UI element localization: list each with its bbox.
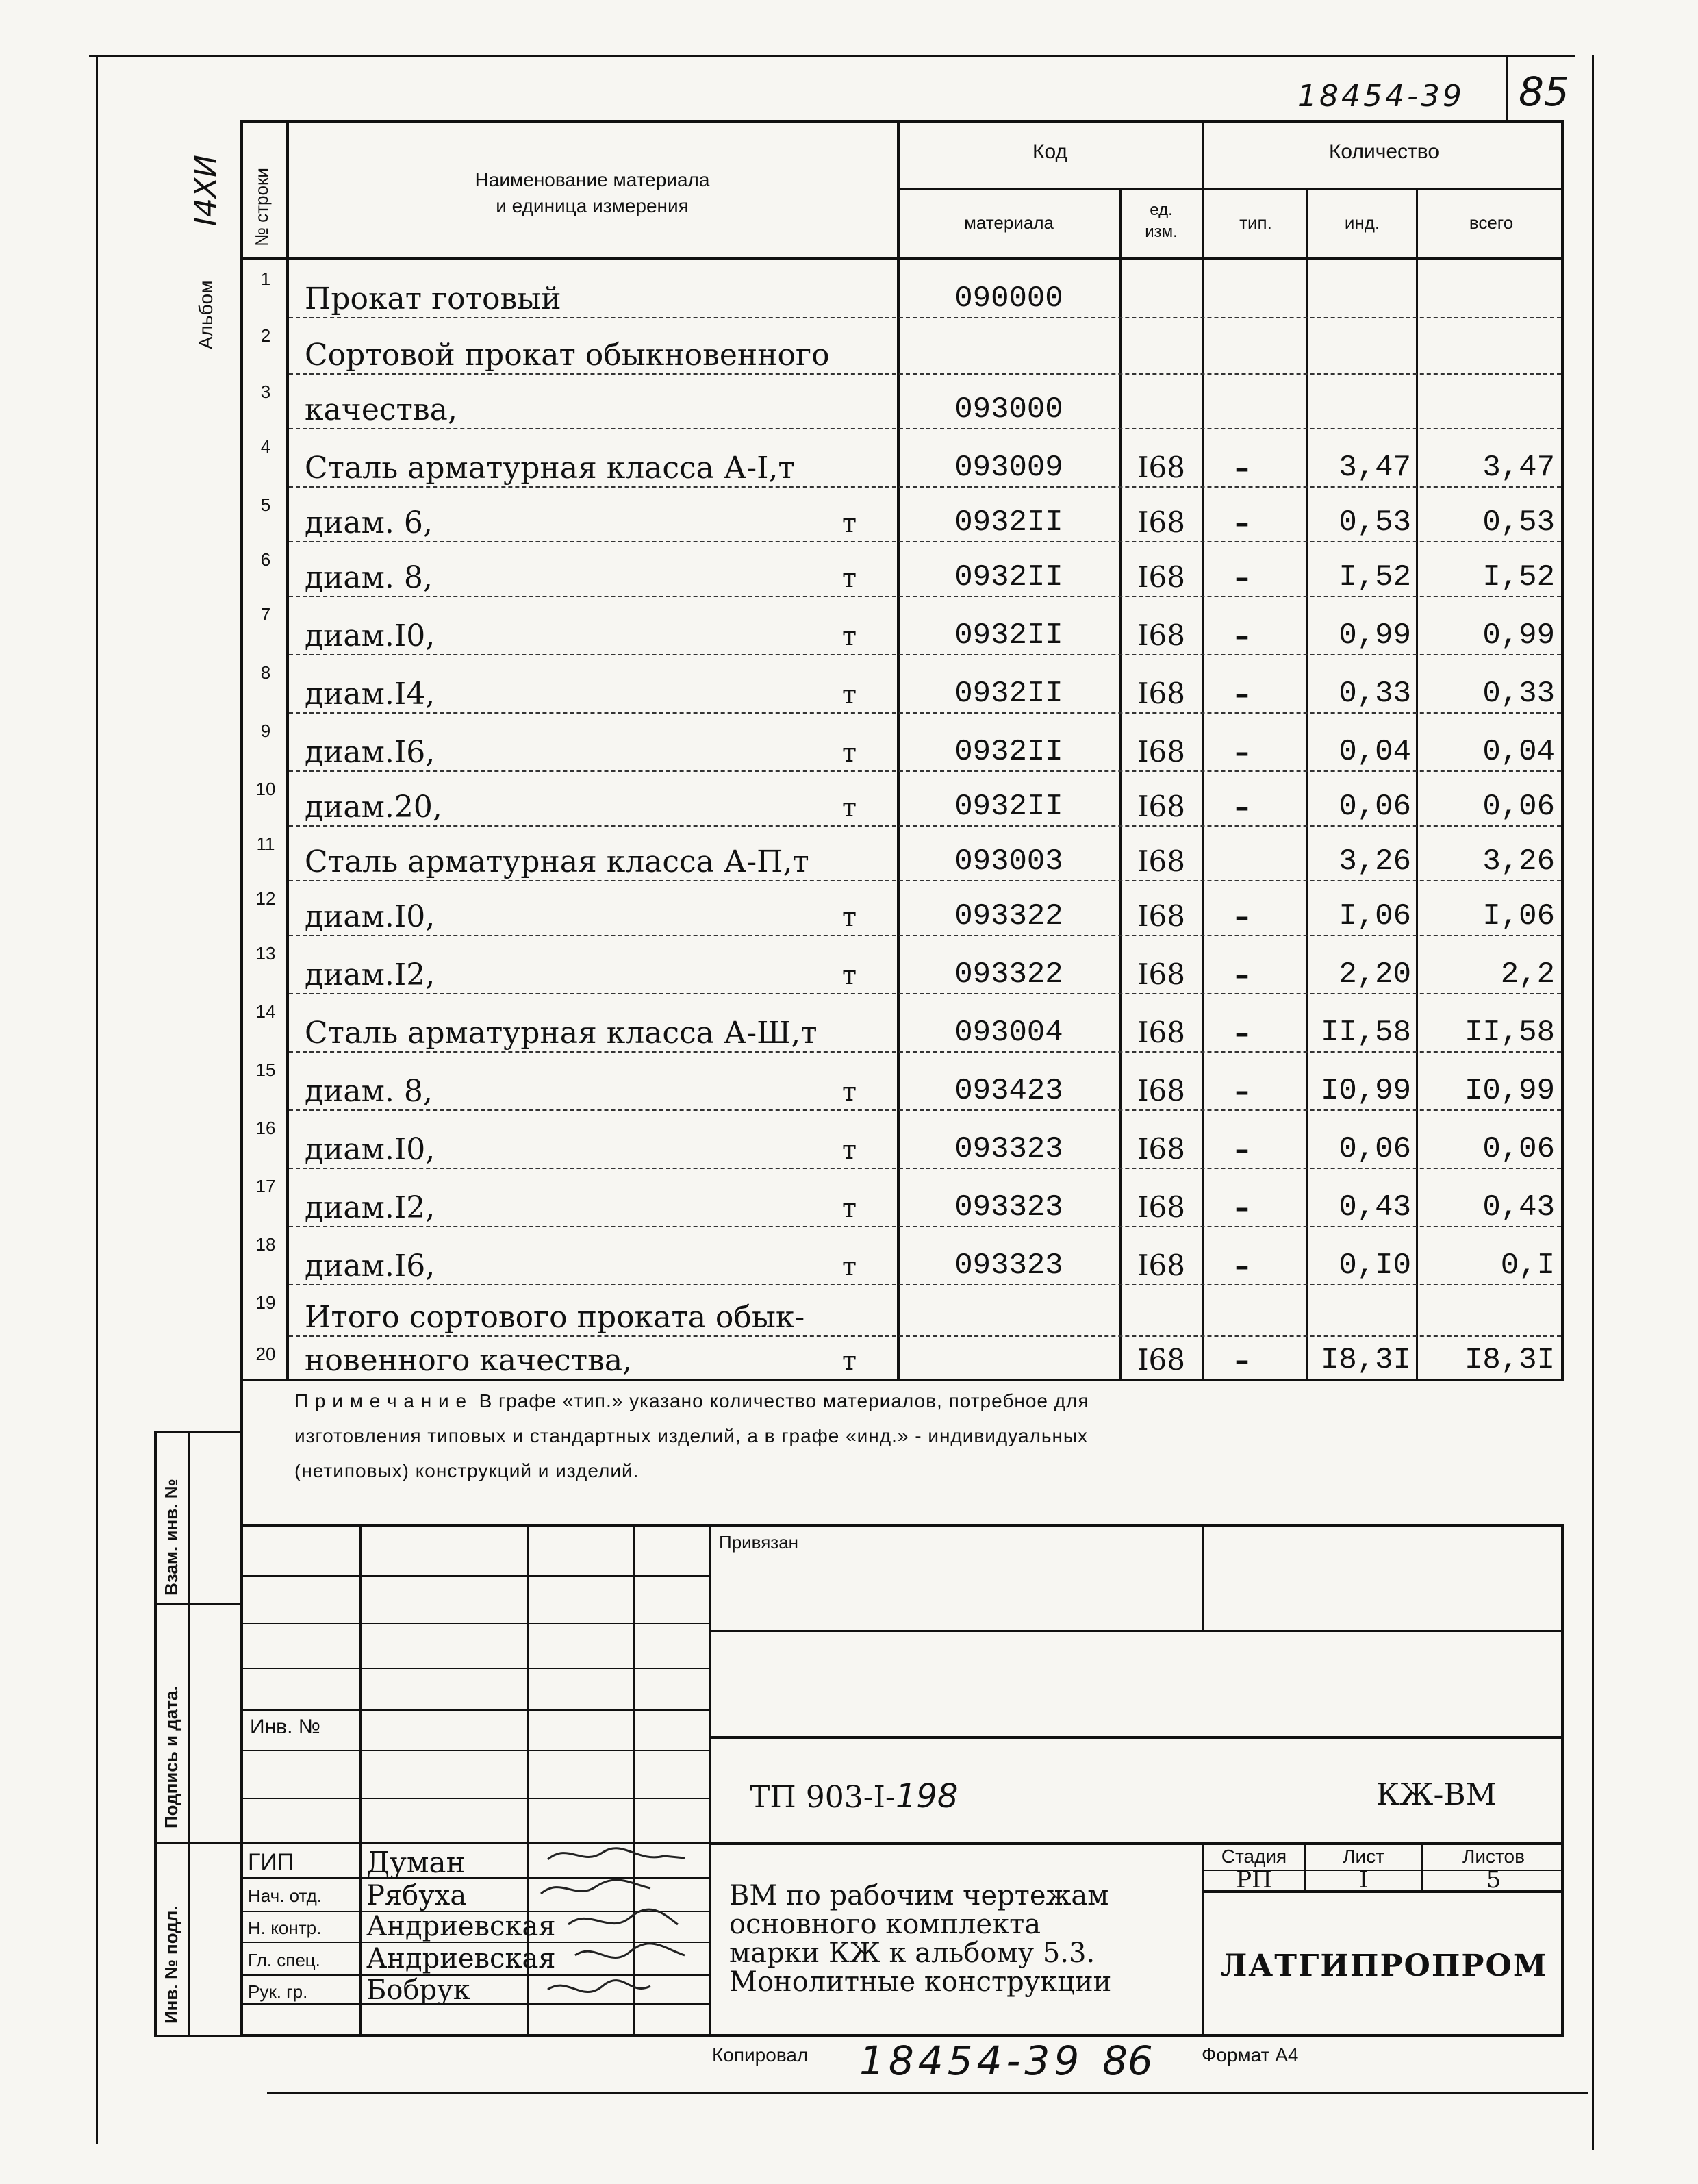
row-number: 6 [260, 549, 271, 570]
row-ed: I68 [1137, 790, 1186, 823]
row-total: 0,06 [1482, 1132, 1555, 1166]
row-separator [289, 373, 1561, 375]
row-unit: т [842, 1251, 857, 1281]
row-name: качества, [305, 392, 457, 427]
title-line-3: марки КЖ к альбому 5.3. [729, 1937, 1095, 1969]
row-number: 14 [255, 1001, 276, 1022]
row-number: 11 [256, 833, 275, 854]
name-n-kontr: Андриевская [366, 1911, 556, 1942]
doc-code [750, 1777, 958, 1816]
privyazan-label: Привязан [719, 1532, 799, 1553]
row-number: 5 [260, 494, 271, 515]
row-total: 3,26 [1482, 844, 1555, 879]
row-code: 0932II [954, 677, 1063, 711]
header-total: всего [1469, 212, 1514, 233]
row-total: 0,43 [1482, 1190, 1555, 1225]
row-total: 0,99 [1482, 618, 1555, 653]
row-code: 093004 [954, 1016, 1063, 1050]
row-ed: I68 [1137, 505, 1186, 539]
row-name: новенного качества, [305, 1343, 633, 1378]
row-unit: т [842, 792, 857, 823]
name-gl-spec: Андриевская [366, 1943, 556, 1974]
role-gl-spec: Гл. спец. [248, 1950, 320, 1970]
header-row-no: № строки [251, 168, 272, 247]
row-name: диам. 6, [305, 505, 433, 540]
row-ind: 0,43 [1339, 1190, 1411, 1225]
header-ind: инд. [1344, 212, 1380, 233]
row-name: диам.I0, [305, 1132, 435, 1167]
row-number: 4 [260, 436, 271, 457]
row-tip: – [1234, 1343, 1250, 1377]
row-name: диам.I0, [305, 618, 435, 653]
row-unit: т [842, 902, 857, 932]
row-name: Итого сортового проката обык- [305, 1300, 805, 1335]
sheet-number: 85 [1519, 68, 1569, 115]
row-ed: I68 [1137, 1016, 1186, 1049]
row-tip: – [1234, 1190, 1250, 1224]
title-stamp [240, 1524, 1564, 2037]
row-name: диам.I4, [305, 677, 435, 712]
header-material: материала [964, 212, 1054, 233]
row-unit: т [842, 738, 857, 768]
row-code: 090000 [954, 281, 1063, 316]
row-separator [289, 825, 1561, 827]
row-number: 8 [260, 662, 271, 683]
inv-no-label: Инв. № [250, 1716, 320, 1738]
row-total: I8,3I [1464, 1343, 1555, 1377]
row-name: диам.I2, [305, 957, 435, 992]
row-code: 0932II [954, 505, 1063, 540]
row-separator [289, 1051, 1561, 1053]
row-number: 9 [260, 720, 271, 741]
side-strip [154, 1431, 242, 2037]
row-name: диам.I2, [305, 1190, 435, 1225]
footer-copied-label: Копировал [712, 2044, 809, 2066]
header-name-1: Наименование материала [474, 169, 710, 190]
row-ed: I68 [1137, 560, 1186, 594]
row-ed: I68 [1137, 735, 1186, 768]
row-unit: т [842, 679, 857, 710]
title-line-2: основного комплекта [729, 1909, 1041, 1940]
row-code: 093322 [954, 957, 1063, 992]
row-ed: I68 [1137, 1190, 1186, 1224]
sheet-no-divider [1506, 55, 1508, 123]
sheets-value: 5 [1486, 1866, 1501, 1894]
row-ed: I68 [1137, 451, 1186, 484]
row-tip: – [1234, 899, 1250, 933]
row-separator [289, 1335, 1561, 1337]
row-ind: 3,26 [1339, 844, 1411, 879]
row-unit: т [842, 508, 857, 538]
header-code: Код [1032, 140, 1067, 163]
name-nach-otd: Рябуха [366, 1880, 467, 1911]
role-n-kontr: Н. контр. [248, 1918, 322, 1938]
row-ind: I,52 [1339, 560, 1411, 594]
row-name: диам. 8, [305, 560, 433, 595]
row-number: 18 [255, 1234, 276, 1255]
row-code: 093322 [954, 899, 1063, 933]
row-total: 2,2 [1500, 957, 1555, 992]
row-total: 0,I [1500, 1248, 1555, 1283]
sheets-label: Листов [1462, 1846, 1525, 1867]
row-number: 3 [260, 381, 271, 402]
frame-bottom [267, 2092, 1588, 2094]
row-code: 093000 [954, 392, 1063, 427]
row-tip: – [1234, 790, 1250, 823]
row-tip: – [1234, 1248, 1250, 1282]
row-ed: I68 [1137, 899, 1186, 933]
row-name: Сталь арматурная класса А-П,т [305, 844, 809, 879]
row-total: 3,47 [1482, 451, 1555, 485]
role-gip: ГИП [248, 1849, 294, 1875]
name-ruk-gr: Бобрук [366, 1974, 470, 2006]
row-separator [289, 1284, 1561, 1285]
header-unit-2: изм. [1145, 223, 1178, 241]
row-name: диам.20, [305, 790, 442, 825]
title-line-4: Монолитные конструкции [729, 1966, 1112, 1998]
row-separator [289, 712, 1561, 714]
row-code: 093323 [954, 1190, 1063, 1225]
row-separator [289, 317, 1561, 318]
row-ind: I8,3I [1320, 1343, 1411, 1377]
row-number: 12 [255, 888, 276, 909]
row-unit: т [842, 1193, 857, 1223]
row-ind: 0,33 [1339, 677, 1411, 711]
row-ind: 3,47 [1339, 451, 1411, 485]
row-ed: I68 [1137, 618, 1186, 652]
row-number: 19 [255, 1292, 276, 1313]
row-name: Сталь арматурная класса А-Ш,т [305, 1016, 818, 1051]
row-ed: I68 [1137, 677, 1186, 710]
row-ind: I0,99 [1320, 1074, 1411, 1108]
top-code: 18454-39 [1297, 79, 1465, 114]
row-unit: т [842, 563, 857, 593]
album-label: Альбом [195, 280, 216, 349]
frame-left [96, 55, 98, 2144]
note-line-1: П р и м е ч а н и е В графе «тип.» указано количество материалов, потребное для [294, 1390, 1089, 1411]
row-total: 0,33 [1482, 677, 1555, 711]
row-total: I,06 [1482, 899, 1555, 933]
row-number: 13 [255, 943, 276, 964]
role-ruk-gr: Рук. гр. [248, 1981, 308, 2002]
row-separator [289, 486, 1561, 488]
row-tip: – [1234, 505, 1250, 539]
row-code: 093323 [954, 1248, 1063, 1283]
row-tip: – [1234, 677, 1250, 710]
row-ind: 0,04 [1339, 735, 1411, 769]
sheet-label: Лист [1343, 1846, 1384, 1867]
row-name: диам. 8, [305, 1074, 433, 1109]
frame-right [1592, 55, 1594, 2150]
row-tip: – [1234, 560, 1250, 594]
row-ed: I68 [1137, 1248, 1186, 1282]
row-number: 20 [255, 1344, 276, 1364]
row-number: 16 [255, 1118, 276, 1138]
row-number: 7 [260, 604, 271, 625]
row-ind: 2,20 [1339, 957, 1411, 992]
row-total: 0,53 [1482, 505, 1555, 540]
note-line-2: изготовления типовых и стандартных изделий, а в графе «инд.» - индивидуальных [294, 1425, 1089, 1446]
row-ed: I68 [1137, 1074, 1186, 1107]
doc-mark: КЖ-ВМ [1376, 1777, 1497, 1812]
row-ed: I68 [1137, 844, 1186, 878]
row-unit: т [842, 621, 857, 651]
row-total: I,52 [1482, 560, 1555, 594]
row-separator [289, 770, 1561, 772]
row-unit: т [842, 960, 857, 990]
row-ed: I68 [1137, 957, 1186, 991]
header-tip: тип. [1239, 212, 1272, 233]
row-name: Прокат готовый [305, 281, 561, 316]
doc-code-printed: ТП 903-I- [750, 1780, 896, 1815]
side-label-vzam: Взам. инв. № [161, 1479, 181, 1596]
row-ind: I,06 [1339, 899, 1411, 933]
row-separator [289, 654, 1561, 655]
row-name: диам.I6, [305, 1248, 435, 1283]
row-ed: I68 [1137, 1343, 1186, 1377]
row-tip: – [1234, 957, 1250, 991]
album-value: I4XИ [188, 154, 223, 226]
row-ind: II,58 [1320, 1016, 1411, 1050]
row-ind: 0,I0 [1339, 1248, 1411, 1283]
row-code: 0932II [954, 618, 1063, 653]
row-code: 093323 [954, 1132, 1063, 1166]
row-code: 0932II [954, 560, 1063, 594]
row-number: 2 [260, 325, 271, 346]
row-separator [289, 1168, 1561, 1169]
row-name: Сортовой прокат обыкновенного [305, 338, 830, 373]
row-total: II,58 [1464, 1016, 1555, 1050]
row-name: диам.I0, [305, 899, 435, 934]
row-ind: 0,53 [1339, 505, 1411, 540]
row-separator [289, 428, 1561, 429]
row-ind: 0,99 [1339, 618, 1411, 653]
row-tip: – [1234, 1016, 1250, 1049]
row-code: 093423 [954, 1074, 1063, 1108]
row-ind: 0,06 [1339, 790, 1411, 824]
row-total: 0,06 [1482, 790, 1555, 824]
row-unit: т [842, 1077, 857, 1107]
title-line-1: ВМ по рабочим чертежам [729, 1880, 1109, 1911]
row-separator [289, 541, 1561, 542]
organization: ЛАТГИПРОПРОМ [1220, 1948, 1548, 1983]
doc-code-handwritten: 198 [895, 1777, 959, 1816]
footer-format: Формат А4 [1202, 2044, 1299, 2066]
signatures [527, 1839, 712, 2034]
name-gip: Думан [366, 1846, 466, 1879]
row-separator [289, 880, 1561, 881]
row-name: диам.I6, [305, 735, 435, 770]
row-number: 10 [255, 779, 276, 799]
row-ind: 0,06 [1339, 1132, 1411, 1166]
stage-label: Стадия [1221, 1846, 1287, 1867]
row-separator [289, 993, 1561, 994]
note-line-3: (нетиповых) конструкций и изделий. [294, 1460, 639, 1481]
row-total: I0,99 [1464, 1074, 1555, 1108]
row-number: 15 [255, 1059, 276, 1080]
stage-value: РП [1236, 1866, 1272, 1894]
row-total: 0,04 [1482, 735, 1555, 769]
side-label-inv-podl: Инв. № подл. [161, 1905, 181, 2024]
header-qty: Количество [1328, 140, 1440, 163]
row-ed: I68 [1137, 1132, 1186, 1166]
row-code: 0932II [954, 735, 1063, 769]
side-label-podpis: Подпись и дата. [161, 1685, 181, 1829]
row-tip: – [1234, 1132, 1250, 1166]
row-number: 1 [260, 268, 271, 289]
row-separator [289, 1109, 1561, 1111]
row-tip: – [1234, 618, 1250, 652]
row-unit: т [842, 1135, 857, 1165]
row-code: 093003 [954, 844, 1063, 879]
header-unit-1: ед. [1150, 201, 1173, 219]
row-unit: т [842, 1346, 857, 1376]
header-name-2: и единица измерения [496, 195, 689, 216]
frame-top [89, 55, 1575, 57]
row-separator [289, 596, 1561, 597]
row-tip: – [1234, 1074, 1250, 1107]
row-tip: – [1234, 735, 1250, 768]
row-separator [289, 1226, 1561, 1227]
row-number: 17 [255, 1176, 276, 1196]
row-separator [289, 935, 1561, 936]
row-code: 0932II [954, 790, 1063, 824]
role-nach-otd: Нач. отд. [248, 1885, 322, 1906]
row-tip: – [1234, 451, 1250, 484]
sheet-value: I [1358, 1866, 1369, 1894]
row-name: Сталь арматурная класса А-I,т [305, 451, 795, 486]
footer-copy-page: 86 [1102, 2037, 1153, 2084]
footer-copy-code: 18454-39 [859, 2037, 1084, 2084]
row-code: 093009 [954, 451, 1063, 485]
